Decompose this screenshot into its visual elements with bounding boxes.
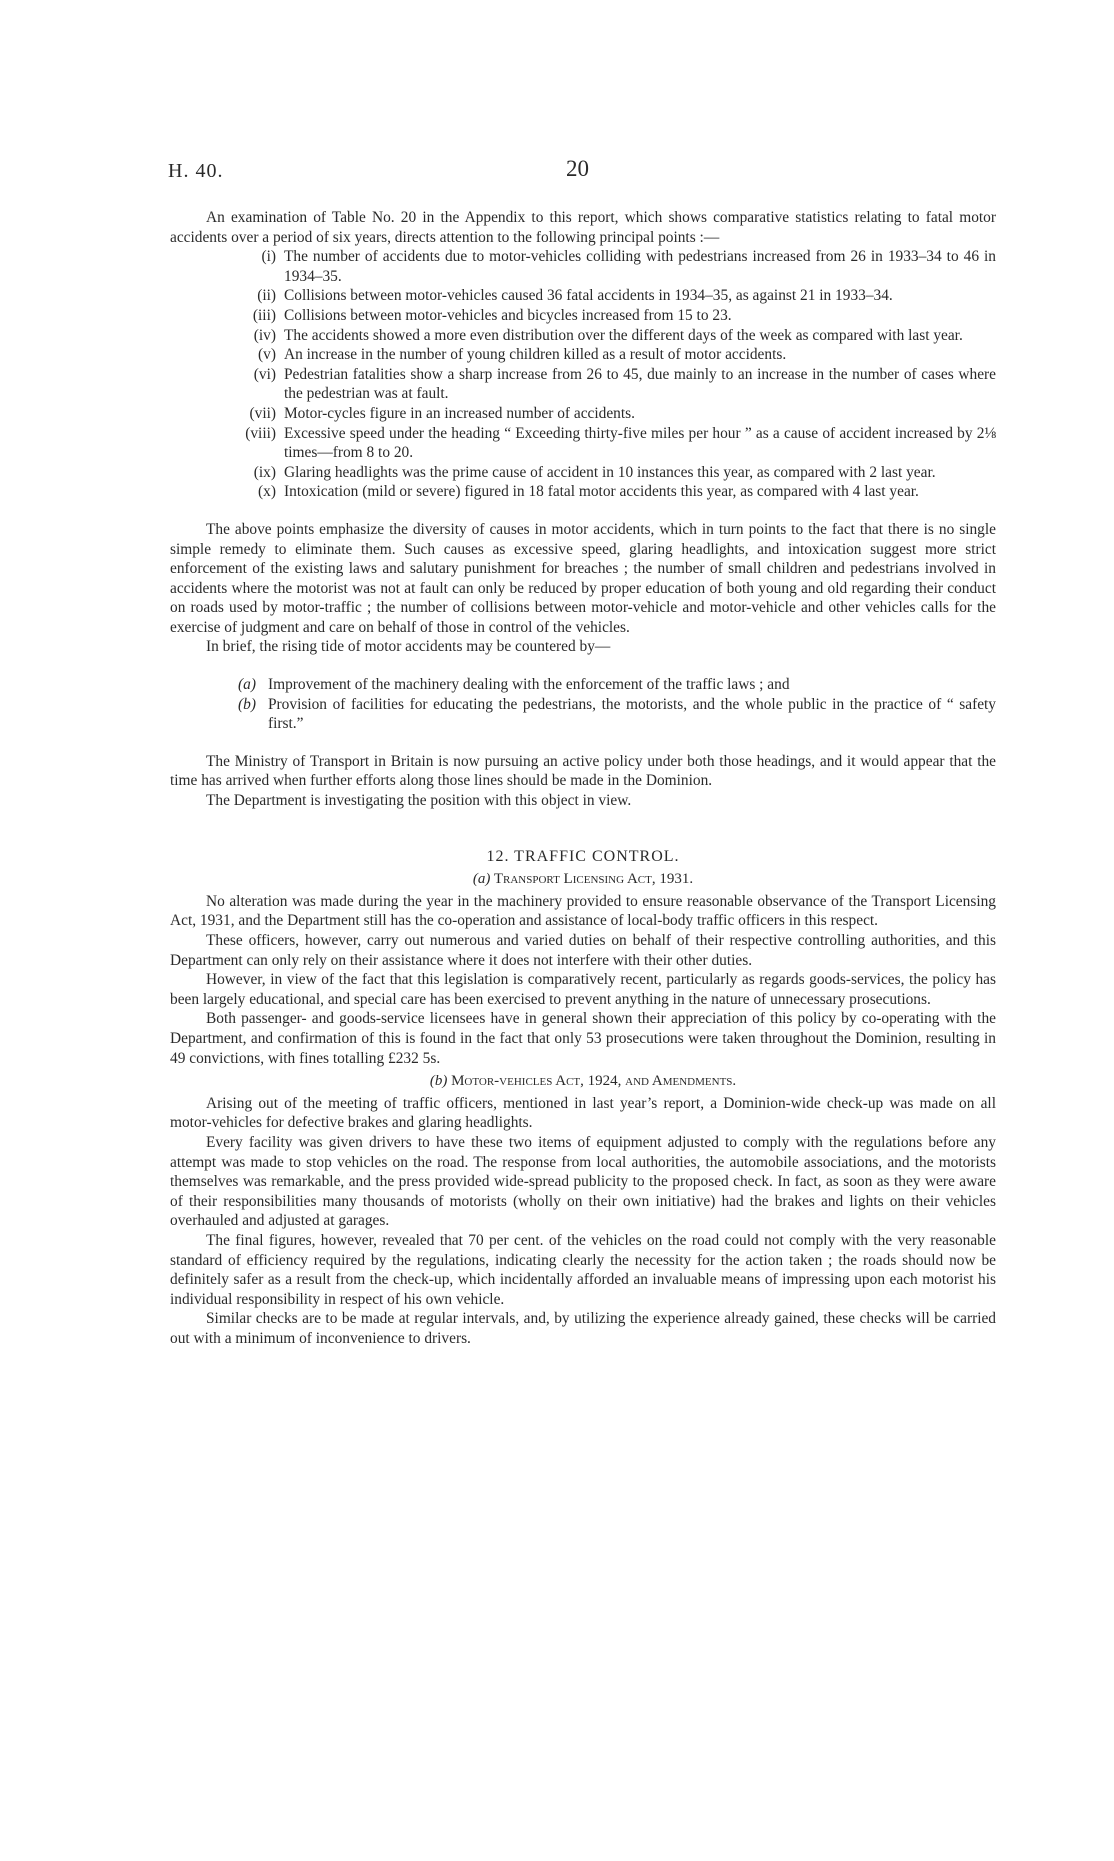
section-heading: 12. TRAFFIC CONTROL. bbox=[486, 847, 680, 865]
list-item bbox=[230, 306, 996, 326]
item-text: Intoxication (mild or severe) figured in 18 fatal motor accidents this year, as compared with 4 last year. bbox=[284, 483, 919, 501]
item-text: Glaring headlights was the prime cause of accident in 10 instances this year, as compared with 2 last year. bbox=[284, 463, 936, 481]
item-number: (ix) bbox=[253, 463, 276, 481]
list-item bbox=[230, 247, 996, 286]
section-a-paragraph: No alteration was made during the year in the machinery provided to ensure reasonable observance of the Transport Licensing Act, 1931, and the Department still has the co-operation and assistance of local-body traffic officers in this respect. bbox=[170, 892, 996, 930]
causes-paragraph: The above points emphasize the diversity of causes in motor accidents, which in turn points to the fact that there is no single simple remedy to eliminate them. Such causes as excessive speed, glaring headlights, and intoxication suggest more strict enforcement of the existing laws and salutary punishment for breaches ; the number of small children and pedestrians involved in accidents where the motorist was not at fault can only be reduced by proper education of both young and old regarding their conduct on roads used by motor-traffic ; the number of collisions between motor-vehicle and motor-vehicle and other vehicles calls for the exercise of judgment and care on behalf of those in control of the vehicles. bbox=[170, 520, 996, 636]
item-number: (iii) bbox=[252, 306, 276, 324]
item-text: Collisions between motor-vehicles caused 36 fatal accidents in 1934–35, as against 21 in 1933–34. bbox=[284, 287, 893, 305]
item-number: (iv) bbox=[253, 326, 276, 344]
list-item bbox=[230, 365, 996, 404]
report-reference: H. 40. bbox=[168, 160, 224, 182]
document-body bbox=[170, 208, 996, 1348]
section-b-paragraph: Similar checks are to be made at regular intervals, and, by utilizing the experience already gained, these checks will be carried out with a minimum of inconvenience to drivers. bbox=[170, 1310, 996, 1347]
section-b-paragraph: The final figures, however, revealed that 70 per cent. of the vehicles on the road could not comply with the very reasonable standard of efficiency required by the regulations, indicating clearly the necessity for the action taken ; the roads should now be definitely safer as a result from the check-up, which incidentally afforded an invaluable means of impressing upon each motorist his individual responsibility in respect of his own vehicle. bbox=[170, 1231, 996, 1308]
item-number: (viii) bbox=[245, 424, 276, 442]
list-item bbox=[230, 463, 996, 483]
page-number: 20 bbox=[566, 156, 589, 181]
measures-list bbox=[170, 675, 996, 734]
list-item bbox=[230, 404, 996, 424]
item-number: (i) bbox=[261, 248, 276, 266]
section-a-paragraph: However, in view of the fact that this legislation is comparatively recent, particularly as regards goods-services, the policy has been largely educational, and special care has been exercised to prevent anything in the nature of unnecessary prosecutions. bbox=[170, 971, 996, 1008]
brief-paragraph: In brief, the rising tide of motor accidents may be countered by— bbox=[206, 638, 611, 656]
item-text: Collisions between motor-vehicles and bicycles increased from 15 to 23. bbox=[284, 306, 732, 324]
item-text: An increase in the number of young children killed as a result of motor accidents. bbox=[284, 346, 787, 364]
list-item bbox=[238, 675, 996, 695]
item-number: (ii) bbox=[257, 287, 276, 305]
item-letter: (a) bbox=[238, 676, 256, 694]
subsection-b-letter: (b) bbox=[429, 1073, 448, 1090]
item-number: (v) bbox=[258, 346, 276, 364]
section-b-paragraph: Every facility was given drivers to have these two items of equipment adjusted to comply with the regulations before any attempt was made to stop vehicles on the road. The response from local authorities, the automobile associations, and the motorists themselves was remarkable, and the press provided wide-spread publicity to the proposed check. In fact, as soon as they were aware of their responsibilities many thousands of motorists (wholly on their own initiative) had the brakes and lights on their vehicles overhauled and adjusted at garages. bbox=[170, 1133, 996, 1230]
subsection-b-heading bbox=[170, 1072, 996, 1092]
item-letter: (b) bbox=[238, 695, 256, 713]
list-item bbox=[238, 695, 996, 734]
list-item bbox=[230, 345, 996, 365]
list-item bbox=[230, 326, 996, 346]
list-item bbox=[230, 482, 996, 502]
subsection-a-letter: (a) bbox=[472, 871, 491, 888]
section-a-paragraph: These officers, however, carry out numerous and varied duties on behalf of their respective controlling authorities, and this Department can only rely on their assistance where it does not interfere with their other duties. bbox=[170, 932, 996, 969]
intro-paragraph: An examination of Table No. 20 in the Appendix to this report, which shows comparative statistics relating to fatal motor accidents over a period of six years, directs attention to the following principal points :— bbox=[170, 209, 996, 246]
section-b-paragraph: Arising out of the meeting of traffic officers, mentioned in last year’s report, a Dominion-wide check-up was made on all motor-vehicles for defective brakes and glaring headlights. bbox=[170, 1094, 996, 1132]
item-number: (vi) bbox=[253, 365, 276, 383]
subsection-a-heading bbox=[170, 870, 996, 890]
item-text: Motor-cycles figure in an increased number of accidents. bbox=[284, 404, 635, 422]
list-item bbox=[230, 424, 996, 463]
item-text: The number of accidents due to motor-vehicles colliding with pedestrians increased from 26 in 1933–34 to 46 in 1934–35. bbox=[284, 248, 996, 285]
section-a-paragraph: Both passenger- and goods-service licensees have in general shown their appreciation of this policy by co-operating with the Department, and confirmation of this is found in the fact that only 53 prosecutions were taken throughout the Dominion, resulting in 49 convictions, with fines totalling £232 5s. bbox=[170, 1010, 996, 1067]
item-number: (vii) bbox=[249, 404, 276, 422]
item-text: Pedestrian fatalities show a sharp increase from 26 to 45, due mainly to an increase in the number of cases where the pedestrian was at fault. bbox=[284, 365, 996, 403]
ministry-paragraph: The Ministry of Transport in Britain is now pursuing an active policy under both those headings, and it would appear that the time has arrived when further efforts along those lines should be made in the Dominion. bbox=[170, 752, 996, 790]
item-number: (x) bbox=[258, 483, 276, 501]
subsection-b-title: Motor-vehicles Act, 1924, and Amendments. bbox=[451, 1073, 737, 1090]
item-text: Provision of facilities for educating the pedestrians, the motorists, and the whole public in the practice of “ safety first.” bbox=[268, 695, 996, 733]
item-text: Improvement of the machinery dealing with the enforcement of the traffic laws ; and bbox=[268, 676, 790, 694]
item-text: Excessive speed under the heading “ Exceeding thirty-five miles per hour ” as a cause of accident increased by 2⅛ times—from 8 to 20. bbox=[284, 424, 996, 462]
department-paragraph: The Department is investigating the position with this object in view. bbox=[206, 792, 632, 810]
points-list bbox=[170, 247, 996, 502]
list-item bbox=[230, 286, 996, 306]
subsection-a-title: Transport Licensing Act, 1931. bbox=[493, 871, 694, 888]
item-text: The accidents showed a more even distribution over the different days of the week as compared with last year. bbox=[284, 326, 963, 344]
